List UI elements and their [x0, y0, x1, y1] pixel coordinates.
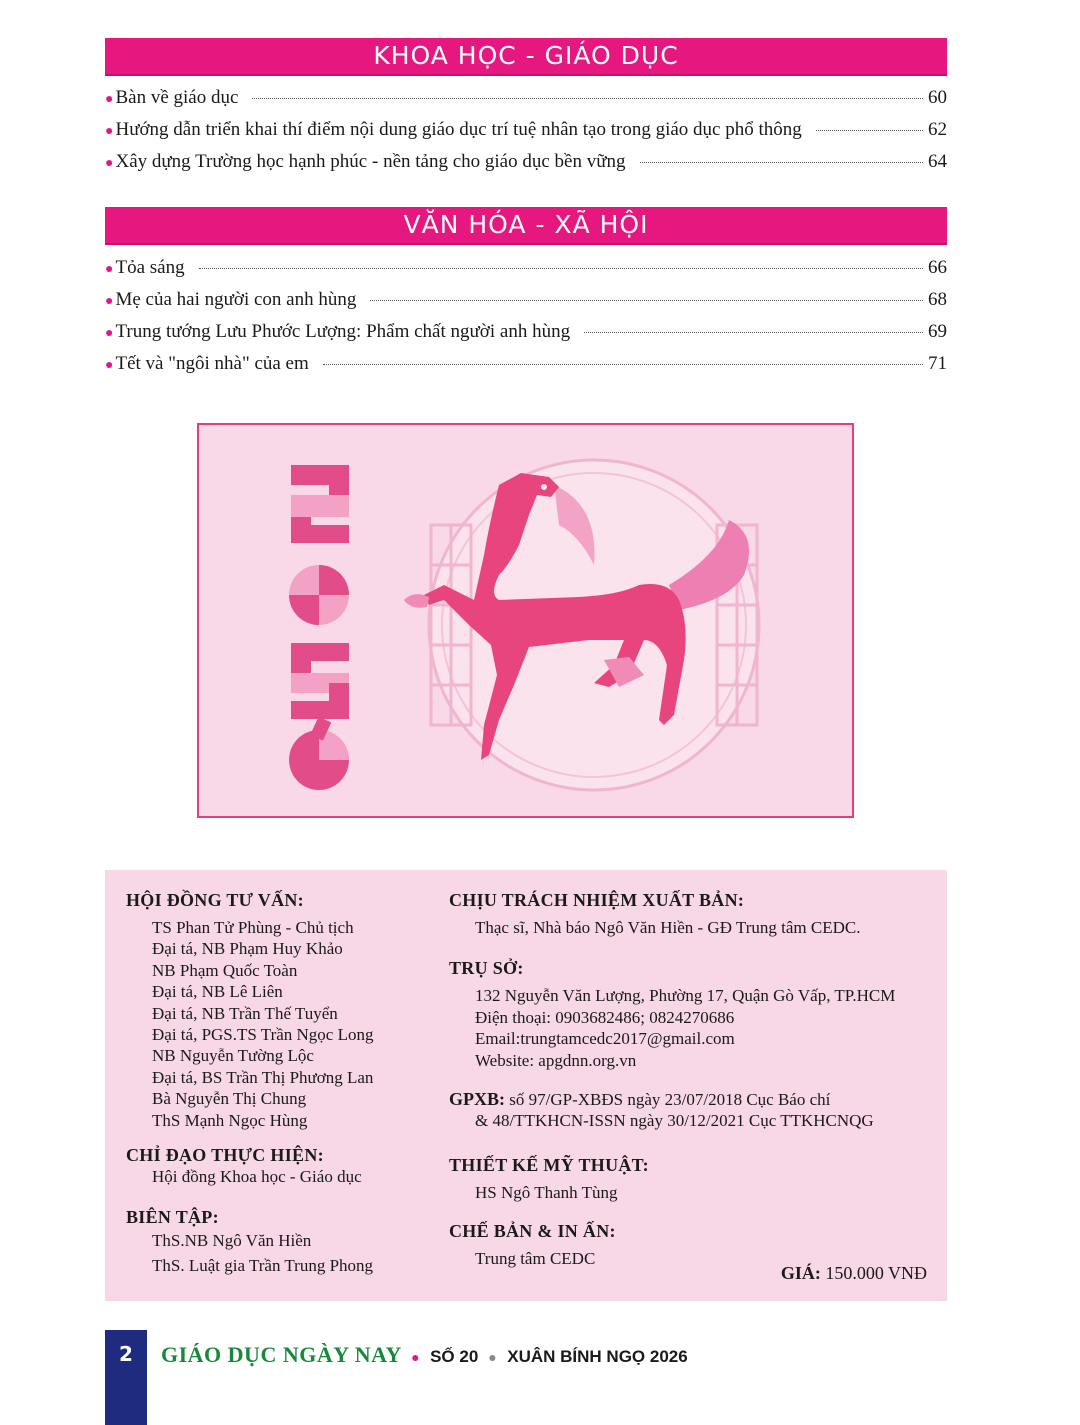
toc-item-title: Mẹ của hai người con anh hùng — [115, 289, 357, 310]
advisory-board-list — [152, 917, 446, 1131]
issue-number: SỐ 20 — [430, 1347, 479, 1366]
office-details — [475, 985, 929, 1071]
horse-year-artwork — [197, 423, 854, 818]
dot-leader — [199, 268, 923, 269]
year-2026-digits-icon — [289, 465, 349, 790]
editor-member: ThS. Luật gia Trần Trung Phong — [152, 1256, 374, 1276]
toc-item-title: Xây dựng Trường học hạnh phúc - nền tảng cho giáo dục bền vững — [115, 151, 626, 172]
toc-item-title: Bàn về giáo dục — [115, 87, 239, 108]
toc-item[interactable] — [105, 87, 947, 119]
masthead-right-column — [449, 890, 929, 1270]
toc-list-culture-society — [105, 257, 947, 385]
magazine-title — [161, 1342, 688, 1368]
toc-item-page: 64 — [928, 151, 947, 172]
dot-leader — [584, 332, 923, 333]
edition-name: XUÂN BÍNH NGỌ 2026 — [507, 1347, 688, 1366]
section-header-science-education: KHOA HỌC - GIÁO DỤC — [105, 38, 947, 74]
editor-member: ThS.NB Ngô Văn Hiền — [152, 1231, 312, 1251]
section-header-culture-society: VĂN HÓA - XÃ HỘI — [105, 207, 947, 243]
page-footer — [0, 1330, 1080, 1425]
license-block — [449, 1089, 929, 1131]
magazine-name: GIÁO DỤC NGÀY NAY — [161, 1342, 402, 1367]
design-value: HS Ngô Thanh Tùng — [475, 1183, 618, 1203]
office-heading: TRỤ SỞ: — [449, 958, 524, 979]
dot-leader — [323, 364, 923, 365]
dot-leader — [640, 162, 923, 163]
bullet-icon: ● — [105, 262, 114, 277]
bullet-icon: ● — [105, 326, 114, 341]
advisory-member: NB Phạm Quốc Toàn — [152, 960, 298, 980]
price-value: 150.000 VNĐ — [825, 1263, 927, 1283]
toc-item[interactable] — [105, 353, 947, 385]
office-phone: Điện thoại: 0903682486; 0824270686 — [475, 1007, 735, 1027]
advisory-member: Đại tá, NB Trần Thế Tuyển — [152, 1003, 338, 1023]
publisher-value: Thạc sĩ, Nhà báo Ngô Văn Hiền - GĐ Trung tâm CEDC. — [475, 918, 861, 937]
toc-item[interactable] — [105, 151, 947, 183]
toc-item[interactable] — [105, 321, 947, 353]
advisory-member: NB Nguyễn Tường Lộc — [152, 1046, 314, 1066]
office-website[interactable]: Website: apgdnn.org.vn — [475, 1050, 637, 1070]
bullet-icon: ● — [105, 124, 114, 139]
page-number: 2 — [105, 1330, 147, 1425]
toc-item-title: Hướng dẫn triển khai thí điểm nội dung giáo dục trí tuệ nhân tạo trong giáo dục phổ thông — [115, 119, 802, 140]
toc-item-page: 69 — [928, 321, 947, 342]
direction-value: Hội đồng Khoa học - Giáo dục — [152, 1167, 362, 1187]
advisory-member: Đại tá, NB Phạm Huy Khảo — [152, 939, 343, 959]
publisher-heading: CHỊU TRÁCH NHIỆM XUẤT BẢN: — [449, 890, 745, 910]
printing-value: Trung tâm CEDC — [475, 1249, 596, 1269]
toc-item-title: Trung tướng Lưu Phước Lượng: Phẩm chất người anh hùng — [115, 321, 571, 342]
price-label: GIÁ: — [780, 1263, 821, 1283]
bullet-icon: ● — [105, 92, 114, 107]
design-heading: THIẾT KẾ MỸ THUẬT: — [449, 1155, 649, 1176]
dot-leader — [370, 300, 923, 301]
editors-list — [152, 1228, 446, 1278]
advisory-member: Đại tá, BS Trần Thị Phương Lan — [152, 1067, 374, 1087]
advisory-member: TS Phan Tử Phùng - Chủ tịch — [152, 918, 354, 937]
printing-heading: CHẾ BẢN & IN ẤN: — [449, 1221, 616, 1242]
masthead-box — [105, 870, 947, 1301]
masthead-left-column — [126, 890, 446, 1278]
direction-heading: CHỈ ĐẠO THỰC HIỆN: — [126, 1145, 324, 1166]
advisory-board-heading: HỘI ĐỒNG TƯ VẤN: — [126, 890, 304, 910]
editors-heading: BIÊN TẬP: — [126, 1207, 219, 1228]
bullet-icon: ● — [411, 1351, 421, 1366]
bullet-icon: ● — [105, 294, 114, 309]
toc-item-page: 68 — [928, 289, 947, 310]
toc-item-title: Tết và "ngôi nhà" của em — [115, 353, 309, 374]
advisory-member: ThS Mạnh Ngọc Hùng — [152, 1110, 308, 1130]
bullet-icon: ● — [105, 156, 114, 171]
dot-leader — [252, 98, 923, 99]
bullet-icon: ● — [488, 1351, 498, 1366]
office-address: 132 Nguyễn Văn Lượng, Phường 17, Quận Gò Vấp, TP.HCM — [475, 986, 896, 1006]
license-line-1: số 97/GP-XBĐS ngày 23/07/2018 Cục Báo chí — [509, 1090, 831, 1110]
license-label: GPXB: — [449, 1089, 505, 1110]
price — [781, 1263, 927, 1284]
toc-item-page: 71 — [928, 353, 947, 374]
advisory-member: Đại tá, PGS.TS Trần Ngọc Long — [152, 1025, 374, 1045]
toc-item-page: 60 — [928, 87, 947, 108]
toc-list-science-education — [105, 87, 947, 183]
dot-leader — [816, 130, 923, 131]
toc-item[interactable] — [105, 289, 947, 321]
toc-item-title: Tỏa sáng — [115, 257, 185, 278]
toc-item[interactable] — [105, 257, 947, 289]
advisory-member: Đại tá, NB Lê Liên — [152, 982, 283, 1002]
toc-item-page: 66 — [928, 257, 947, 278]
advisory-member: Bà Nguyễn Thị Chung — [152, 1089, 307, 1109]
license-line-2: & 48/TTKHCN-ISSN ngày 30/12/2021 Cục TTKHCNQG — [475, 1111, 874, 1131]
toc-item-page: 62 — [928, 119, 947, 140]
toc-item[interactable] — [105, 119, 947, 151]
office-email[interactable]: Email:trungtamcedc2017@gmail.com — [475, 1029, 735, 1049]
horse-illustration — [199, 425, 852, 816]
bullet-icon: ● — [105, 358, 114, 373]
